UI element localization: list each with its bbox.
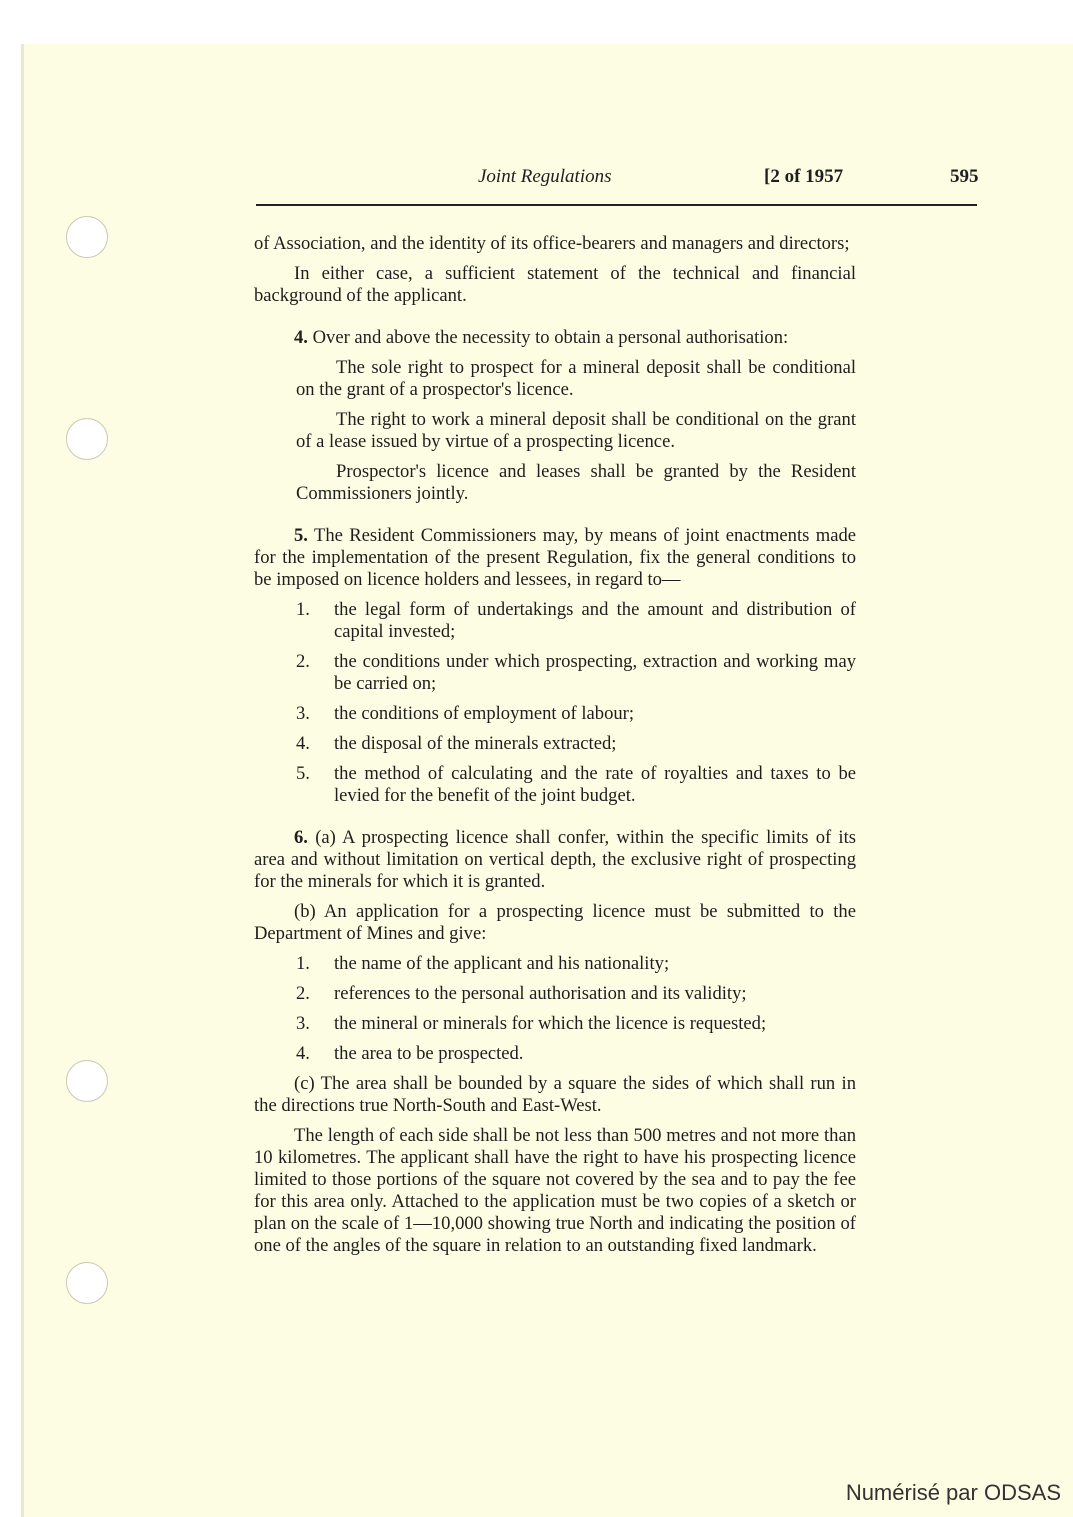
- section-number: 4.: [294, 327, 308, 348]
- paragraph: of Association, and the identity of its office-bearers and managers and directors;: [254, 233, 850, 254]
- list-text: the area to be prospected.: [334, 1043, 524, 1064]
- section-4: [254, 327, 856, 349]
- list-item: [254, 599, 856, 643]
- punch-hole-1: [66, 216, 108, 258]
- paragraph: The sole right to prospect for a mineral deposit shall be conditional on the grant of a prospector's licence.: [296, 357, 856, 400]
- header-rule: [256, 204, 977, 206]
- list-text: the conditions under which prospecting, extraction and working may be carried on;: [334, 651, 856, 694]
- section-6b-list: [254, 953, 856, 1065]
- list-number: 5.: [296, 763, 310, 784]
- punch-hole-4: [66, 1262, 108, 1304]
- running-header: [0, 166, 1073, 190]
- punch-hole-3: [66, 1060, 108, 1102]
- list-number: 2.: [296, 983, 310, 1004]
- list-number: 2.: [296, 651, 310, 672]
- list-item: [254, 763, 856, 807]
- list-item: [254, 1043, 856, 1065]
- page-edge: [21, 44, 24, 1517]
- list-item: [254, 703, 856, 725]
- list-text: the method of calculating and the rate of royalties and taxes to be levied for the benefit of the joint budget.: [334, 763, 856, 806]
- section-text: (a) A prospecting licence shall confer, within the specific limits of its area and without limitation on vertical depth, the exclusive right of prospecting for the minerals for which it is granted.: [254, 827, 856, 892]
- section-text: The Resident Commissioners may, by means of joint enactments made for the implementation of the present Regulation, fix the general conditions to be imposed on licence holders and lessees, in regard to—: [254, 525, 856, 590]
- section-number: 5.: [294, 525, 308, 546]
- section-5: [254, 525, 856, 591]
- paragraph: The length of each side shall be not less than 500 metres and not more than 10 kilometres. The applicant shall have the right to have his prospecting licence limited to those portions of the square not covered by the sea and to pay the fee for this area only. Attached to the application must be two copies of a sketch or plan on the scale of 1—10,000 showing true North and indicating the position of one of the angles of the square in relation to an outstanding fixed landmark.: [254, 1125, 856, 1256]
- paragraph: (b) An application for a prospecting licence must be submitted to the Department of Mines and give:: [254, 901, 856, 944]
- list-text: the disposal of the minerals extracted;: [334, 733, 617, 754]
- document-body: [254, 233, 856, 1265]
- header-title: Joint Regulations: [478, 166, 612, 187]
- punch-hole-2: [66, 418, 108, 460]
- list-text: the legal form of undertakings and the amount and distribution of capital invested;: [334, 599, 856, 642]
- list-text: the mineral or minerals for which the licence is requested;: [334, 1013, 767, 1034]
- header-act-number: [2 of 1957: [764, 166, 844, 187]
- section-text: Over and above the necessity to obtain a personal authorisation:: [312, 327, 789, 348]
- digitization-credit: Numérisé par ODSAS: [845, 1480, 1061, 1505]
- paragraph: The right to work a mineral deposit shall be conditional on the grant of a lease issued by virtue of a prospecting licence.: [296, 409, 856, 452]
- paragraph: Prospector's licence and leases shall be granted by the Resident Commissioners jointly.: [296, 461, 856, 504]
- list-number: 3.: [296, 1013, 310, 1034]
- list-text: references to the personal authorisation and its validity;: [334, 983, 747, 1004]
- list-item: [254, 651, 856, 695]
- list-item: [254, 1013, 856, 1035]
- paragraph: In either case, a sufficient statement of the technical and financial background of the applicant.: [254, 263, 856, 306]
- list-text: the name of the applicant and his nationality;: [334, 953, 670, 974]
- list-number: 4.: [296, 1043, 310, 1064]
- paragraph: (c) The area shall be bounded by a square the sides of which shall run in the directions true North-South and East-West.: [254, 1073, 856, 1116]
- section-5-list: [254, 599, 856, 807]
- list-item: [254, 733, 856, 755]
- list-number: 3.: [296, 703, 310, 724]
- list-number: 4.: [296, 733, 310, 754]
- list-number: 1.: [296, 953, 310, 974]
- section-6: [254, 827, 856, 893]
- section-number: 6.: [294, 827, 308, 848]
- list-item: [254, 953, 856, 975]
- list-number: 1.: [296, 599, 310, 620]
- list-text: the conditions of employment of labour;: [334, 703, 635, 724]
- page-number: 595: [950, 166, 979, 187]
- list-item: [254, 983, 856, 1005]
